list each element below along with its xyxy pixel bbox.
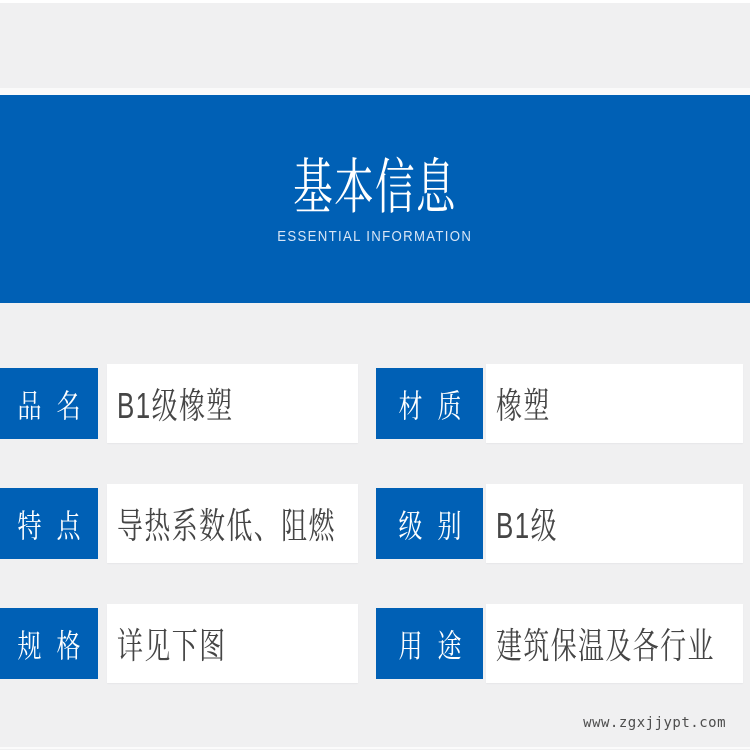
field-value-usage	[486, 604, 743, 683]
field-label-text: 用途	[398, 627, 477, 664]
field-label-text: 材质	[398, 387, 477, 424]
field-label-product-name	[0, 368, 98, 439]
page-title-wrap	[0, 156, 750, 220]
field-label-specification	[0, 608, 98, 679]
field-value-text: 建筑保温及各行业	[496, 625, 715, 666]
page-subtitle: ESSENTIAL INFORMATION	[277, 228, 473, 245]
spec-row-3	[0, 604, 750, 683]
field-label-text: 级别	[398, 507, 477, 544]
page-title: 基本信息	[293, 154, 457, 221]
banner-top-divider	[0, 88, 750, 95]
field-value-text: B1级橡塑	[117, 385, 234, 426]
field-value-product-name	[107, 364, 358, 443]
field-value-text: 橡塑	[496, 385, 551, 426]
field-label-usage	[376, 608, 483, 679]
field-value-text: 详见下图	[117, 625, 227, 666]
field-value-text: 导热系数低、阻燃	[117, 505, 336, 546]
field-label-text: 品名	[17, 387, 96, 424]
field-value-text: B1级	[496, 505, 558, 546]
site-watermark: www.zgxjjypt.com	[583, 715, 726, 731]
page-subtitle-wrap	[0, 228, 750, 246]
section-banner	[0, 95, 750, 303]
field-label-features	[0, 488, 98, 559]
field-label-grade	[376, 488, 483, 559]
field-label-text: 特点	[17, 507, 96, 544]
top-white-strip	[0, 0, 750, 3]
field-value-material	[486, 364, 743, 443]
spec-row-2	[0, 484, 750, 563]
spec-row-1	[0, 364, 750, 443]
bottom-white-strip	[0, 747, 750, 749]
field-label-material	[376, 368, 483, 439]
field-value-specification	[107, 604, 358, 683]
field-label-text: 规格	[17, 627, 96, 664]
field-value-features	[107, 484, 358, 563]
field-value-grade	[486, 484, 743, 563]
